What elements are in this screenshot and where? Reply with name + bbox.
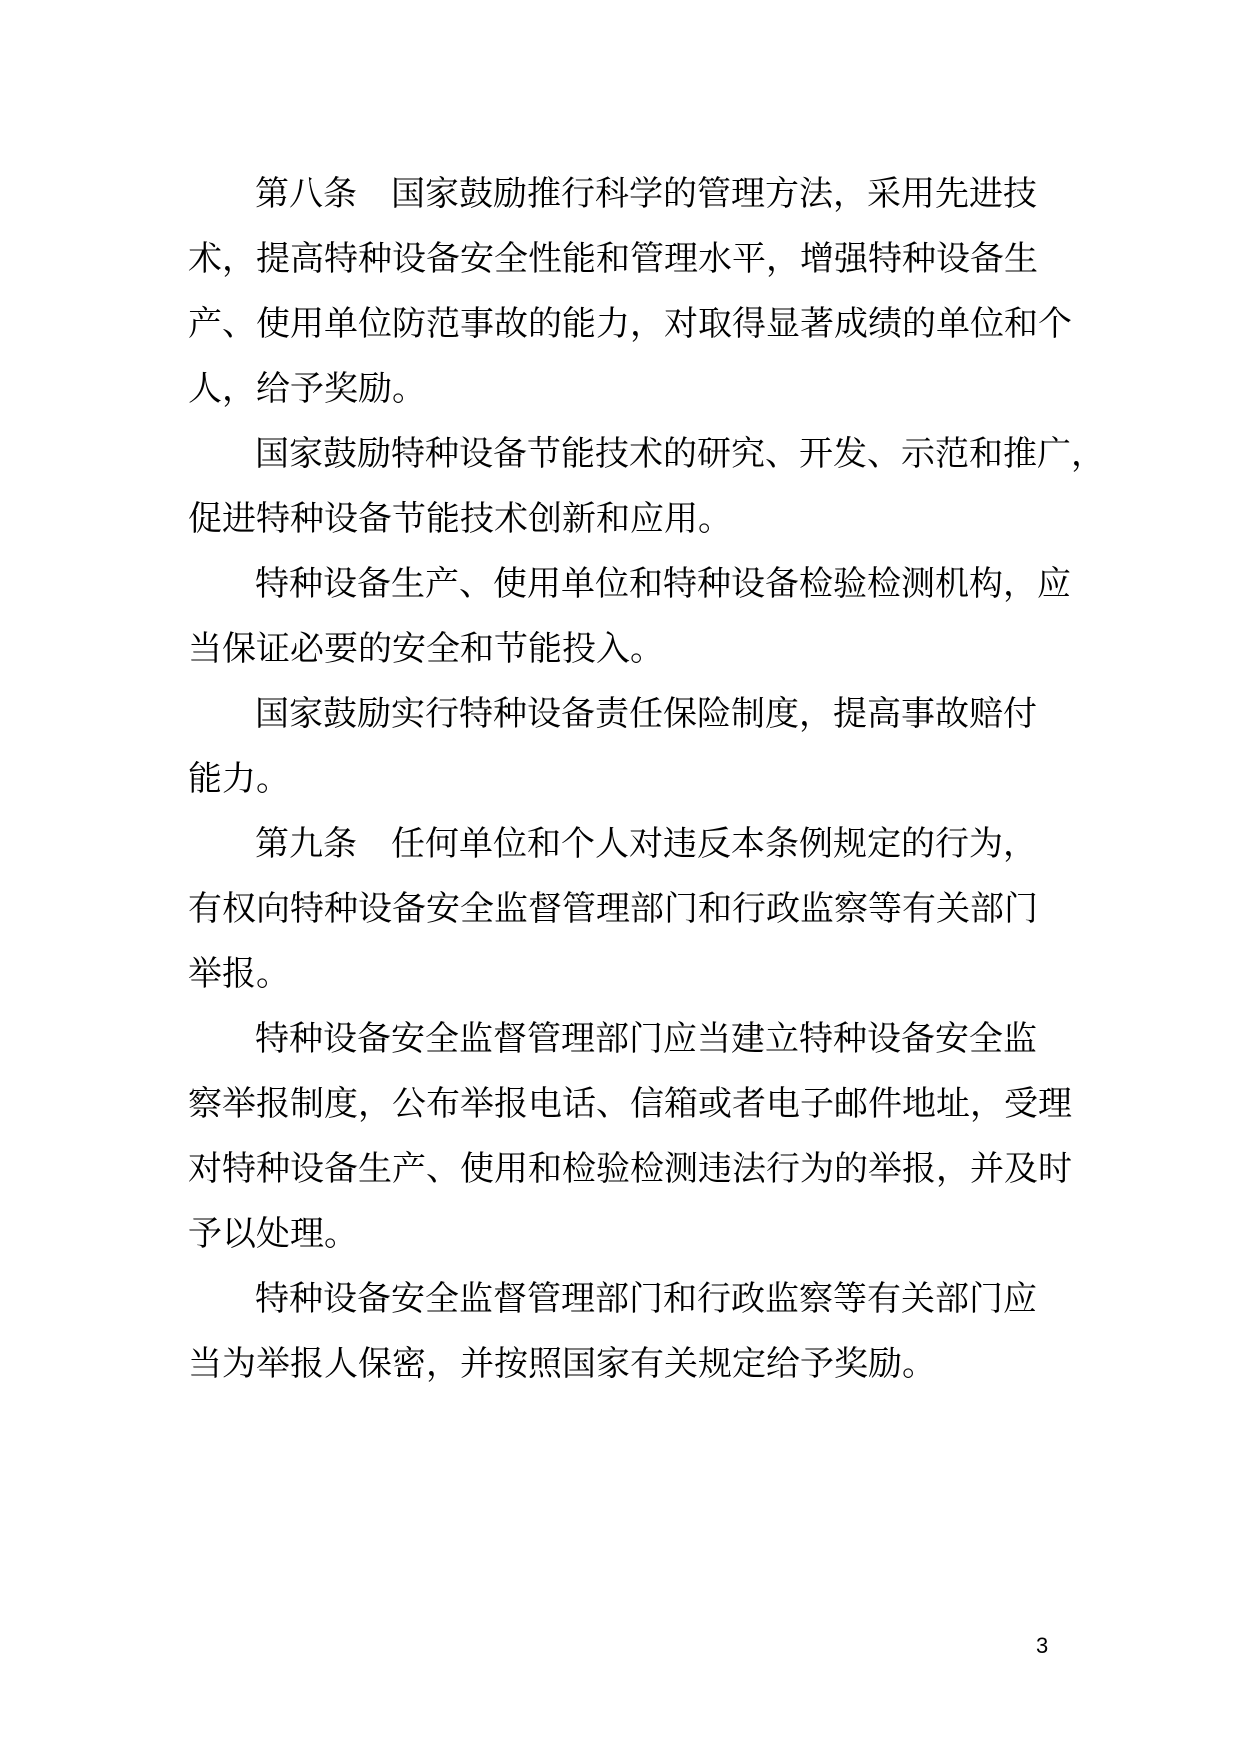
text-line: 第八条 国家鼓励推行科学的管理方法，采用先进技 — [255, 174, 1037, 214]
text-line: 予以处理。 — [188, 1214, 358, 1254]
text-line: 察举报制度，公布举报电话、信箱或者电子邮件地址，受理 — [188, 1084, 1072, 1124]
text-line: 当保证必要的安全和节能投入。 — [188, 629, 664, 669]
text-line: 特种设备安全监督管理部门和行政监察等有关部门应 — [255, 1279, 1037, 1319]
text-line: 术，提高特种设备安全性能和管理水平，增强特种设备生 — [188, 239, 1038, 279]
text-line: 第九条 任何单位和个人对违反本条例规定的行为， — [255, 824, 1037, 864]
text-line: 促进特种设备节能技术创新和应用。 — [188, 499, 732, 539]
page-number: 3 — [1036, 1633, 1049, 1658]
text-line: 特种设备生产、使用单位和特种设备检验检测机构，应 — [255, 564, 1071, 604]
text-line: 对特种设备生产、使用和检验检测违法行为的举报，并及时 — [188, 1149, 1072, 1189]
text-line: 能力。 — [188, 759, 290, 799]
text-line: 举报。 — [188, 954, 290, 994]
text-line: 人，给予奖励。 — [188, 369, 426, 409]
text-line: 国家鼓励实行特种设备责任保险制度，提高事故赔付 — [255, 694, 1037, 734]
text-line: 有权向特种设备安全监督管理部门和行政监察等有关部门 — [188, 889, 1038, 929]
text-line: 当为举报人保密，并按照国家有关规定给予奖励。 — [188, 1344, 936, 1384]
text-line: 特种设备安全监督管理部门应当建立特种设备安全监 — [255, 1019, 1037, 1059]
text-line: 国家鼓励特种设备节能技术的研究、开发、示范和推广， — [255, 434, 1105, 474]
text-line: 产、使用单位防范事故的能力，对取得显著成绩的单位和个 — [188, 304, 1072, 344]
